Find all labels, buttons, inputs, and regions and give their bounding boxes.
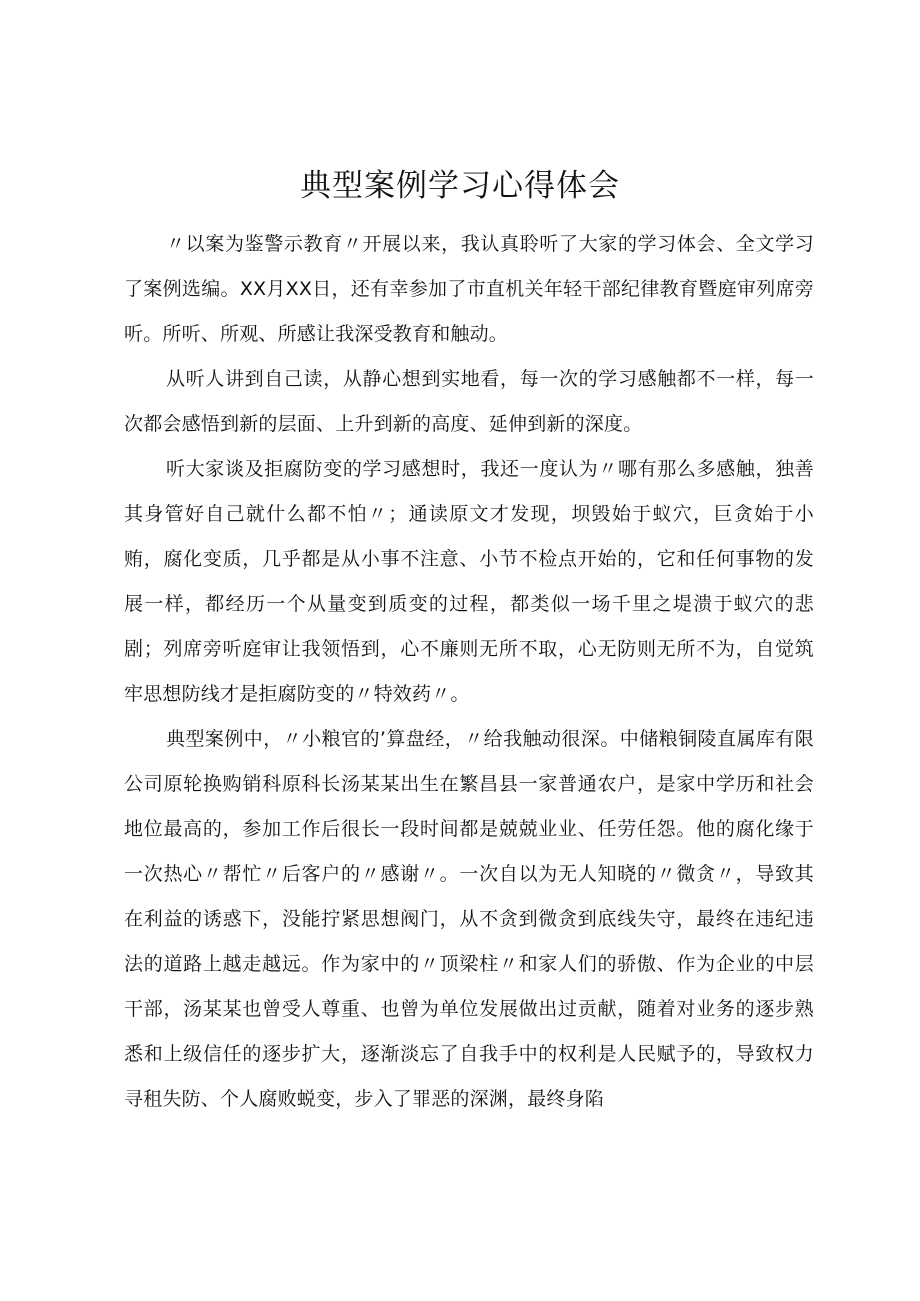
- paragraph: 听大家谈及拒腐防变的学习感想时，我还一度认为〃哪有那么多感触，独善其身管好自己就什么都不怕〃；通读原文才发现，坝毁始于蚁穴，巨贪始于小贿，腐化变质，几乎都是从小事不注意、小节不检点开始的，它和任何事物的发展一样，都经历一个从量变到质变的过程，都类似一场千里之堤溃于蚁穴的悲剧；列席旁听庭审让我领悟到，心不廉则无所不取，心无防则无所不为，自觉筑牢思想防线才是拒腐防变的〃特效药〃。: [124, 458, 814, 705]
- document-body: [124, 222, 814, 1122]
- paragraph: 典型案例中，〃小粮官的’算盘经，〃给我触动很深。中储粮铜陵直属库有限公司原轮换购销科原科长汤某某出生在繁昌县一家普通农户，是家中学历和社会地位最高的，参加工作后很长一段时间都是兢兢业业、任劳任怨。他的腐化缘于一次热心〃帮忙〃后客户的〃感谢〃。一次自以为无人知晓的〃微贪〃，导致其在利益的诱惑下，没能拧紧思想阀门，从不贪到微贪到底线失守，最终在违纪违法的道路上越走越远。作为家中的〃顶梁柱〃和家人们的骄傲、作为企业的中层干部，汤某某也曾受人尊重、也曾为单位发展做出过贡献，随着对业务的逐步熟悉和上级信任的逐步扩大，逐渐淡忘了自我手中的权利是人民赋予的，导致权力寻租失防、个人腐败蜕变，步入了罪恶的深渊，最终身陷: [124, 728, 814, 1110]
- paragraph: 〃以案为鉴警示教育〃开展以来，我认真聆听了大家的学习体会、全文学习了案例选编。XX月XX日，还有幸参加了市直机关年轻干部纪律教育暨庭审列席旁听。所听、所观、所感让我深受教育和触动。: [124, 233, 814, 345]
- paragraph: 从听人讲到自己读，从静心想到实地看，每一次的学习感触都不一样，每一次都会感悟到新的层面、上升到新的高度、延伸到新的深度。: [124, 368, 814, 435]
- document-title: 典型案例学习心得体会: [300, 168, 620, 204]
